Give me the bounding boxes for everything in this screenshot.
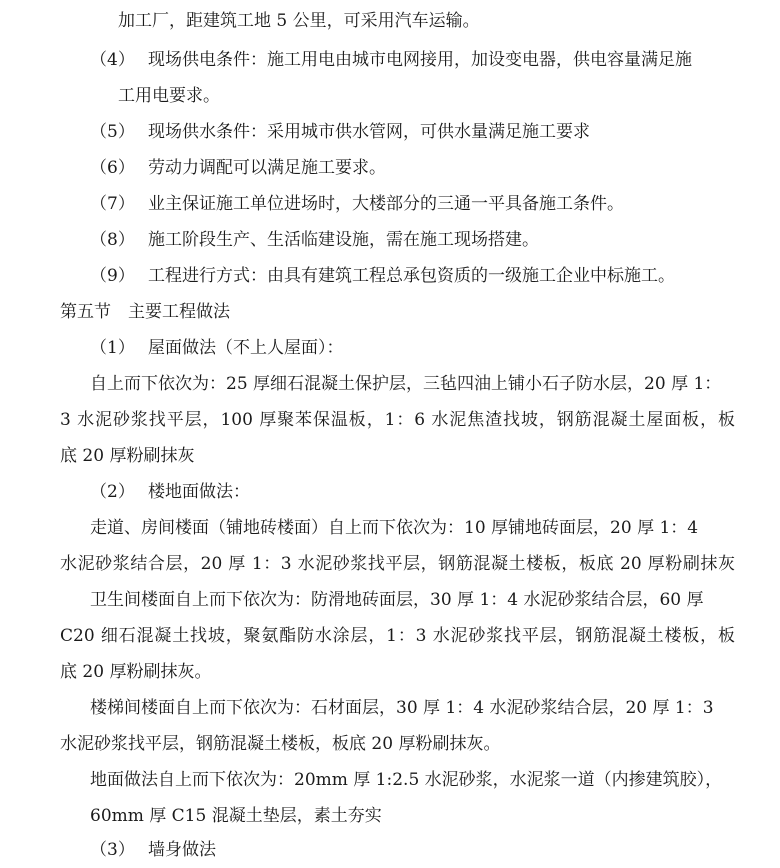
list-number: （1） bbox=[90, 338, 135, 358]
paragraph-line: 楼梯间楼面自上而下依次为：石材面层，30 厚 1：4 水泥砂浆结合层，20 厚 1：3 bbox=[90, 698, 714, 718]
text-line: 工用电要求。 bbox=[118, 86, 220, 106]
paragraph-line: 3 水泥砂浆找平层，100 厚聚苯保温板，1：6 水泥焦渣找坡，钢筋混凝土屋面板，板 bbox=[60, 410, 735, 430]
list-text: 墙身做法 bbox=[148, 840, 216, 860]
list-item-9 bbox=[90, 264, 675, 288]
list-text: 屋面做法（不上人屋面）： bbox=[148, 338, 344, 358]
list-item-4 bbox=[90, 48, 692, 72]
list-number: （3） bbox=[90, 840, 135, 860]
list-text: 劳动力调配可以满足施工要求。 bbox=[148, 158, 386, 178]
paragraph-line: 水泥砂浆找平层，钢筋混凝土楼板，板底 20 厚粉刷抹灰。 bbox=[60, 734, 501, 754]
paragraph-line: C20 细石混凝土找坡，聚氨酯防水涂层，1：3 水泥砂浆找平层，钢筋混凝土楼板，板 bbox=[60, 626, 735, 646]
text-line: 加工厂，距建筑工地 5 公里，可采用汽车运输。 bbox=[118, 11, 480, 31]
list-text: 工程进行方式：由具有建筑工程总承包资质的一级施工企业中标施工。 bbox=[148, 266, 675, 286]
paragraph-line: 地面做法自上而下依次为：20mm 厚 1:2.5 水泥砂浆，水泥浆一道（内掺建筑胶）， bbox=[90, 770, 723, 790]
subsection-2 bbox=[90, 480, 250, 504]
list-number: （6） bbox=[90, 158, 135, 178]
list-item-5 bbox=[90, 120, 590, 144]
list-item-6 bbox=[90, 156, 386, 180]
paragraph-line: 自上而下依次为：25 厚细石混凝土保护层，三毡四油上铺小石子防水层，20 厚 1： bbox=[90, 374, 722, 394]
list-text: 施工阶段生产、生活临建设施，需在施工现场搭建。 bbox=[148, 230, 539, 250]
list-text: 现场供电条件：施工用电由城市电网接用，加设变电器，供电容量满足施 bbox=[148, 50, 692, 70]
list-number: （4） bbox=[90, 50, 135, 70]
paragraph-line: 走道、房间楼面（铺地砖楼面）自上而下依次为：10 厚铺地砖面层，20 厚 1：4 bbox=[90, 518, 699, 538]
list-number: （8） bbox=[90, 230, 135, 250]
paragraph-line: 水泥砂浆结合层，20 厚 1：3 水泥砂浆找平层，钢筋混凝土楼板，板底 20 厚粉刷抹灰 bbox=[60, 554, 735, 574]
list-number: （7） bbox=[90, 194, 135, 214]
list-text: 业主保证施工单位进场时，大楼部分的三通一平具备施工条件。 bbox=[148, 194, 624, 214]
paragraph-line: 底 20 厚粉刷抹灰。 bbox=[60, 662, 212, 682]
section-heading: 第五节 主要工程做法 bbox=[60, 302, 230, 322]
list-item-7 bbox=[90, 192, 624, 216]
list-number: （9） bbox=[90, 266, 135, 286]
list-text: 楼地面做法： bbox=[148, 482, 250, 502]
paragraph-line: 底 20 厚粉刷抹灰 bbox=[60, 446, 195, 466]
subsection-1 bbox=[90, 336, 344, 360]
paragraph-line: 卫生间楼面自上而下依次为：防滑地砖面层，30 厚 1：4 水泥砂浆结合层，60 厚 bbox=[90, 590, 704, 610]
list-number: （2） bbox=[90, 482, 135, 502]
paragraph-line: 60mm 厚 C15 混凝土垫层，素土夯实 bbox=[90, 806, 382, 826]
list-text: 现场供水条件：采用城市供水管网，可供水量满足施工要求 bbox=[148, 122, 590, 142]
list-number: （5） bbox=[90, 122, 135, 142]
list-item-8 bbox=[90, 228, 539, 252]
subsection-3 bbox=[90, 838, 216, 862]
